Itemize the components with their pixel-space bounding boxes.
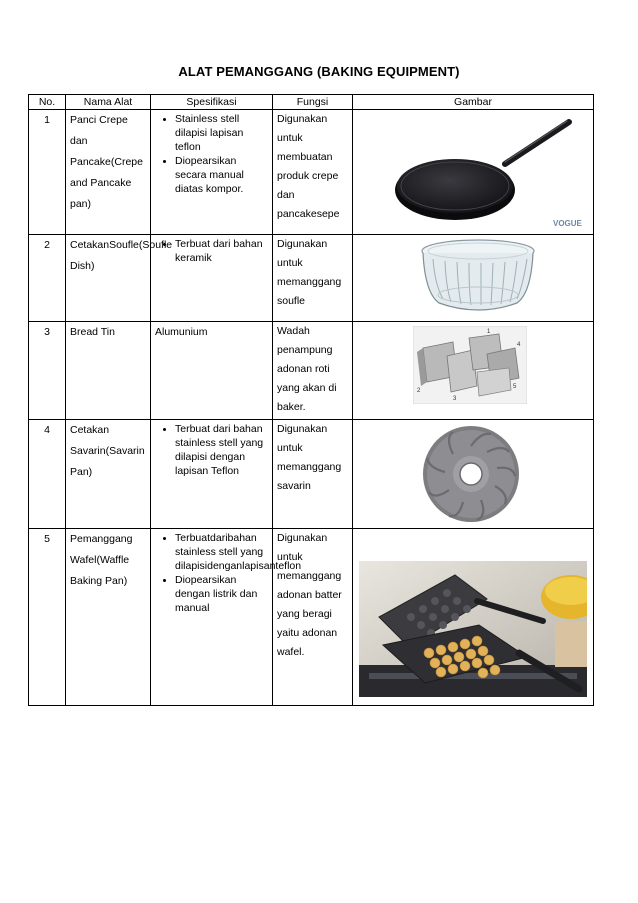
header-spesifikasi: Spesifikasi [151, 95, 273, 110]
equipment-name: Pemanggang Wafel(Waffle Baking Pan) [66, 529, 151, 706]
row-number: 2 [29, 235, 66, 322]
header-no: No. [29, 95, 66, 110]
equipment-spec: Alumunium [151, 322, 273, 420]
equipment-name: Panci Crepe dan Pancake(Crepe and Pancake pan) [66, 110, 151, 235]
vogue-logo: VOGUE [553, 219, 582, 228]
crepe-pan-icon [393, 114, 583, 230]
bread-tin-icon [413, 326, 527, 404]
equipment-function: Digunakan untuk memanggang savarin [273, 420, 353, 529]
equipment-name: Bread Tin [66, 322, 151, 420]
equipment-spec [151, 529, 302, 706]
equipment-spec [151, 110, 273, 235]
waffle-pan-icon [359, 561, 587, 697]
table-row [29, 110, 594, 235]
header-gambar: Gambar [353, 95, 594, 110]
equipment-function: Digunakan untuk membuatan produk crepe dan pancakesepe [273, 110, 353, 235]
spec-item: • Terbuat dari bahan keramik [175, 237, 268, 265]
table-row [29, 235, 594, 322]
figure-label: 4 [517, 342, 521, 348]
header-fungsi: Fungsi [273, 95, 353, 110]
row-number: 4 [29, 420, 66, 529]
spec-item: • Terbuat dari bahan stainless stell yang dilapisi dengan lapisan Teflon [175, 422, 268, 478]
savarin-pan-icon [419, 424, 523, 524]
equipment-function: Digunakan untuk memanggang adonan batter yang beragi yaitu adonan wafel. [273, 529, 353, 706]
figure-label: 2 [417, 388, 421, 394]
equipment-table [28, 94, 594, 706]
equipment-spec [151, 420, 273, 529]
figure-label: 3 [453, 396, 457, 402]
equipment-name: CetakanSoufle(Soufle Dish) [66, 235, 151, 322]
souffle-dish-icon [419, 237, 537, 315]
equipment-name: Cetakan Savarin(Savarin Pan) [66, 420, 151, 529]
equipment-image-cell [353, 322, 594, 420]
table-header-row [29, 95, 594, 110]
page-title: ALAT PEMANGGANG (BAKING EQUIPMENT) [178, 64, 460, 79]
table-row [29, 529, 594, 706]
table-row [29, 420, 594, 529]
row-number: 1 [29, 110, 66, 235]
row-number: 5 [29, 529, 66, 706]
spec-item: • Diopearsikan secara manual diatas kompor. [175, 154, 268, 196]
equipment-function: Digunakan untuk memanggang soufle [273, 235, 353, 322]
table-row [29, 322, 594, 420]
equipment-image-cell [353, 420, 594, 529]
equipment-function: Wadah penampung adonan roti yang akan di baker. [273, 322, 353, 420]
header-nama-alat: Nama Alat [66, 95, 151, 110]
equipment-image-cell [353, 110, 594, 235]
spec-item: • Stainless stell dilapisi lapisan teflon [175, 112, 268, 154]
row-number: 3 [29, 322, 66, 420]
figure-label: 1 [487, 329, 491, 335]
equipment-image-cell [353, 529, 594, 706]
spec-item: • Diopearsikan dengan listrik dan manual [175, 573, 268, 615]
figure-label: 5 [513, 384, 517, 390]
spec-item: • Terbuatdaribahan stainless stell yang dilapisidenganlapisanteflon [175, 531, 268, 573]
equipment-image-cell [353, 235, 594, 322]
